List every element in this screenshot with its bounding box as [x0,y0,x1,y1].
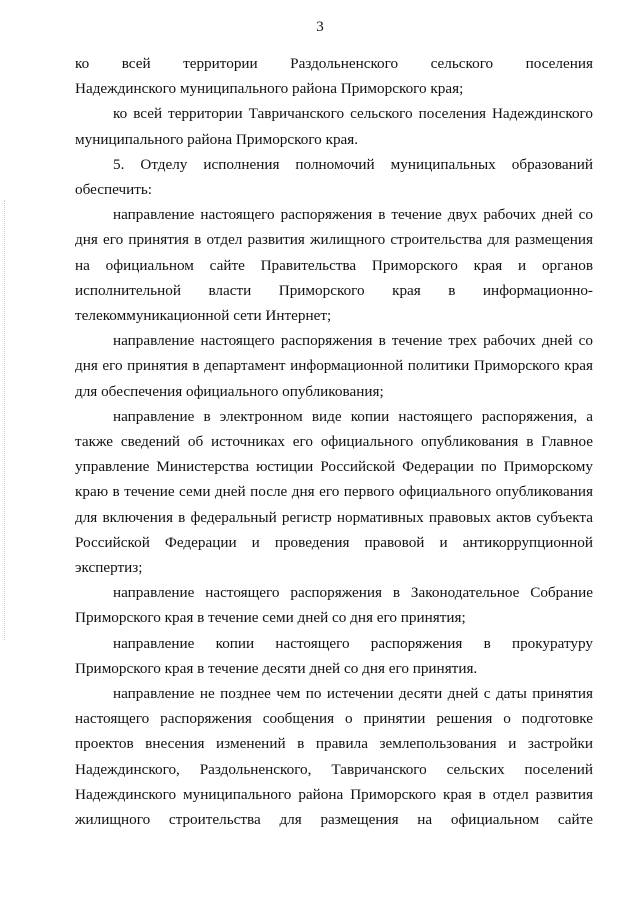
text-line: краю в течение семи дней после дня его первого официального опубликования [75,483,593,501]
text-line: управление Министерства юстиции Российской Федерации по Приморскому [75,458,593,476]
text-line: Надеждинского муниципального района Приморского края; [75,80,464,98]
text-line: проектов внесения изменений в правила землепользования и застройки [75,735,593,753]
text-line: экспертиз; [75,559,143,577]
text-line: ко всей территории Раздольненского сельского поселения [75,55,593,72]
scan-margin-mark [4,200,6,640]
text-line: для обеспечения официального опубликования; [75,382,384,400]
text-line: направление не позднее чем по истечении десяти дней с даты принятия [113,685,593,703]
text-line: ко всей территории Тавричанского сельского поселения Надеждинского [113,105,593,123]
text-line: Приморского края в течение десяти дней со дня его принятия. [75,659,478,677]
text-line: направление настоящего распоряжения в течение двух рабочих дней со [113,206,593,224]
text-line: для включения в федеральный регистр нормативных правовых актов субъекта [75,508,593,526]
text-line: направление копии настоящего распоряжения в прокуратуру [113,634,593,652]
page-number: 3 [316,19,324,35]
text-line: дня его принятия в департамент информационной политики Приморского края [75,357,593,375]
text-line: обеспечить: [75,181,153,199]
text-line: дня его принятия в отдел развития жилищного строительства для размещения [75,231,593,249]
text-line: также сведений об источниках его официального опубликования в Главное [75,433,593,451]
text-line: телекоммуникационной сети Интернет; [75,307,332,325]
text-line: Приморского края в течение семи дней со дня его принятия; [75,609,466,627]
text-line: настоящего распоряжения сообщения о принятии решения о подготовке [75,710,593,728]
document-body [75,51,593,832]
text-line: Российской Федерации и проведения правовой и антикоррупционной [75,533,593,551]
text-line: на официальном сайте Правительства Приморского края и органов [75,256,593,274]
text-line: муниципального района Приморского края. [75,130,359,148]
text-line: 5. Отделу исполнения полномочий муниципальных образований [113,155,593,173]
text-line: направление в электронном виде копии настоящего распоряжения, а [113,407,593,425]
text-line: жилищного строительства для размещения на официальном сайте [75,811,593,829]
text-line: Надеждинского муниципального района Приморского края в отдел развития [75,785,593,803]
text-line: направление настоящего распоряжения в Законодательное Собрание [113,584,593,602]
text-line: исполнительной власти Приморского края в информационно- [75,281,593,299]
text-line: направление настоящего распоряжения в течение трех рабочих дней со [113,332,593,350]
text-line: Надеждинского, Раздольненского, Тавричанского сельских поселений [75,760,593,778]
